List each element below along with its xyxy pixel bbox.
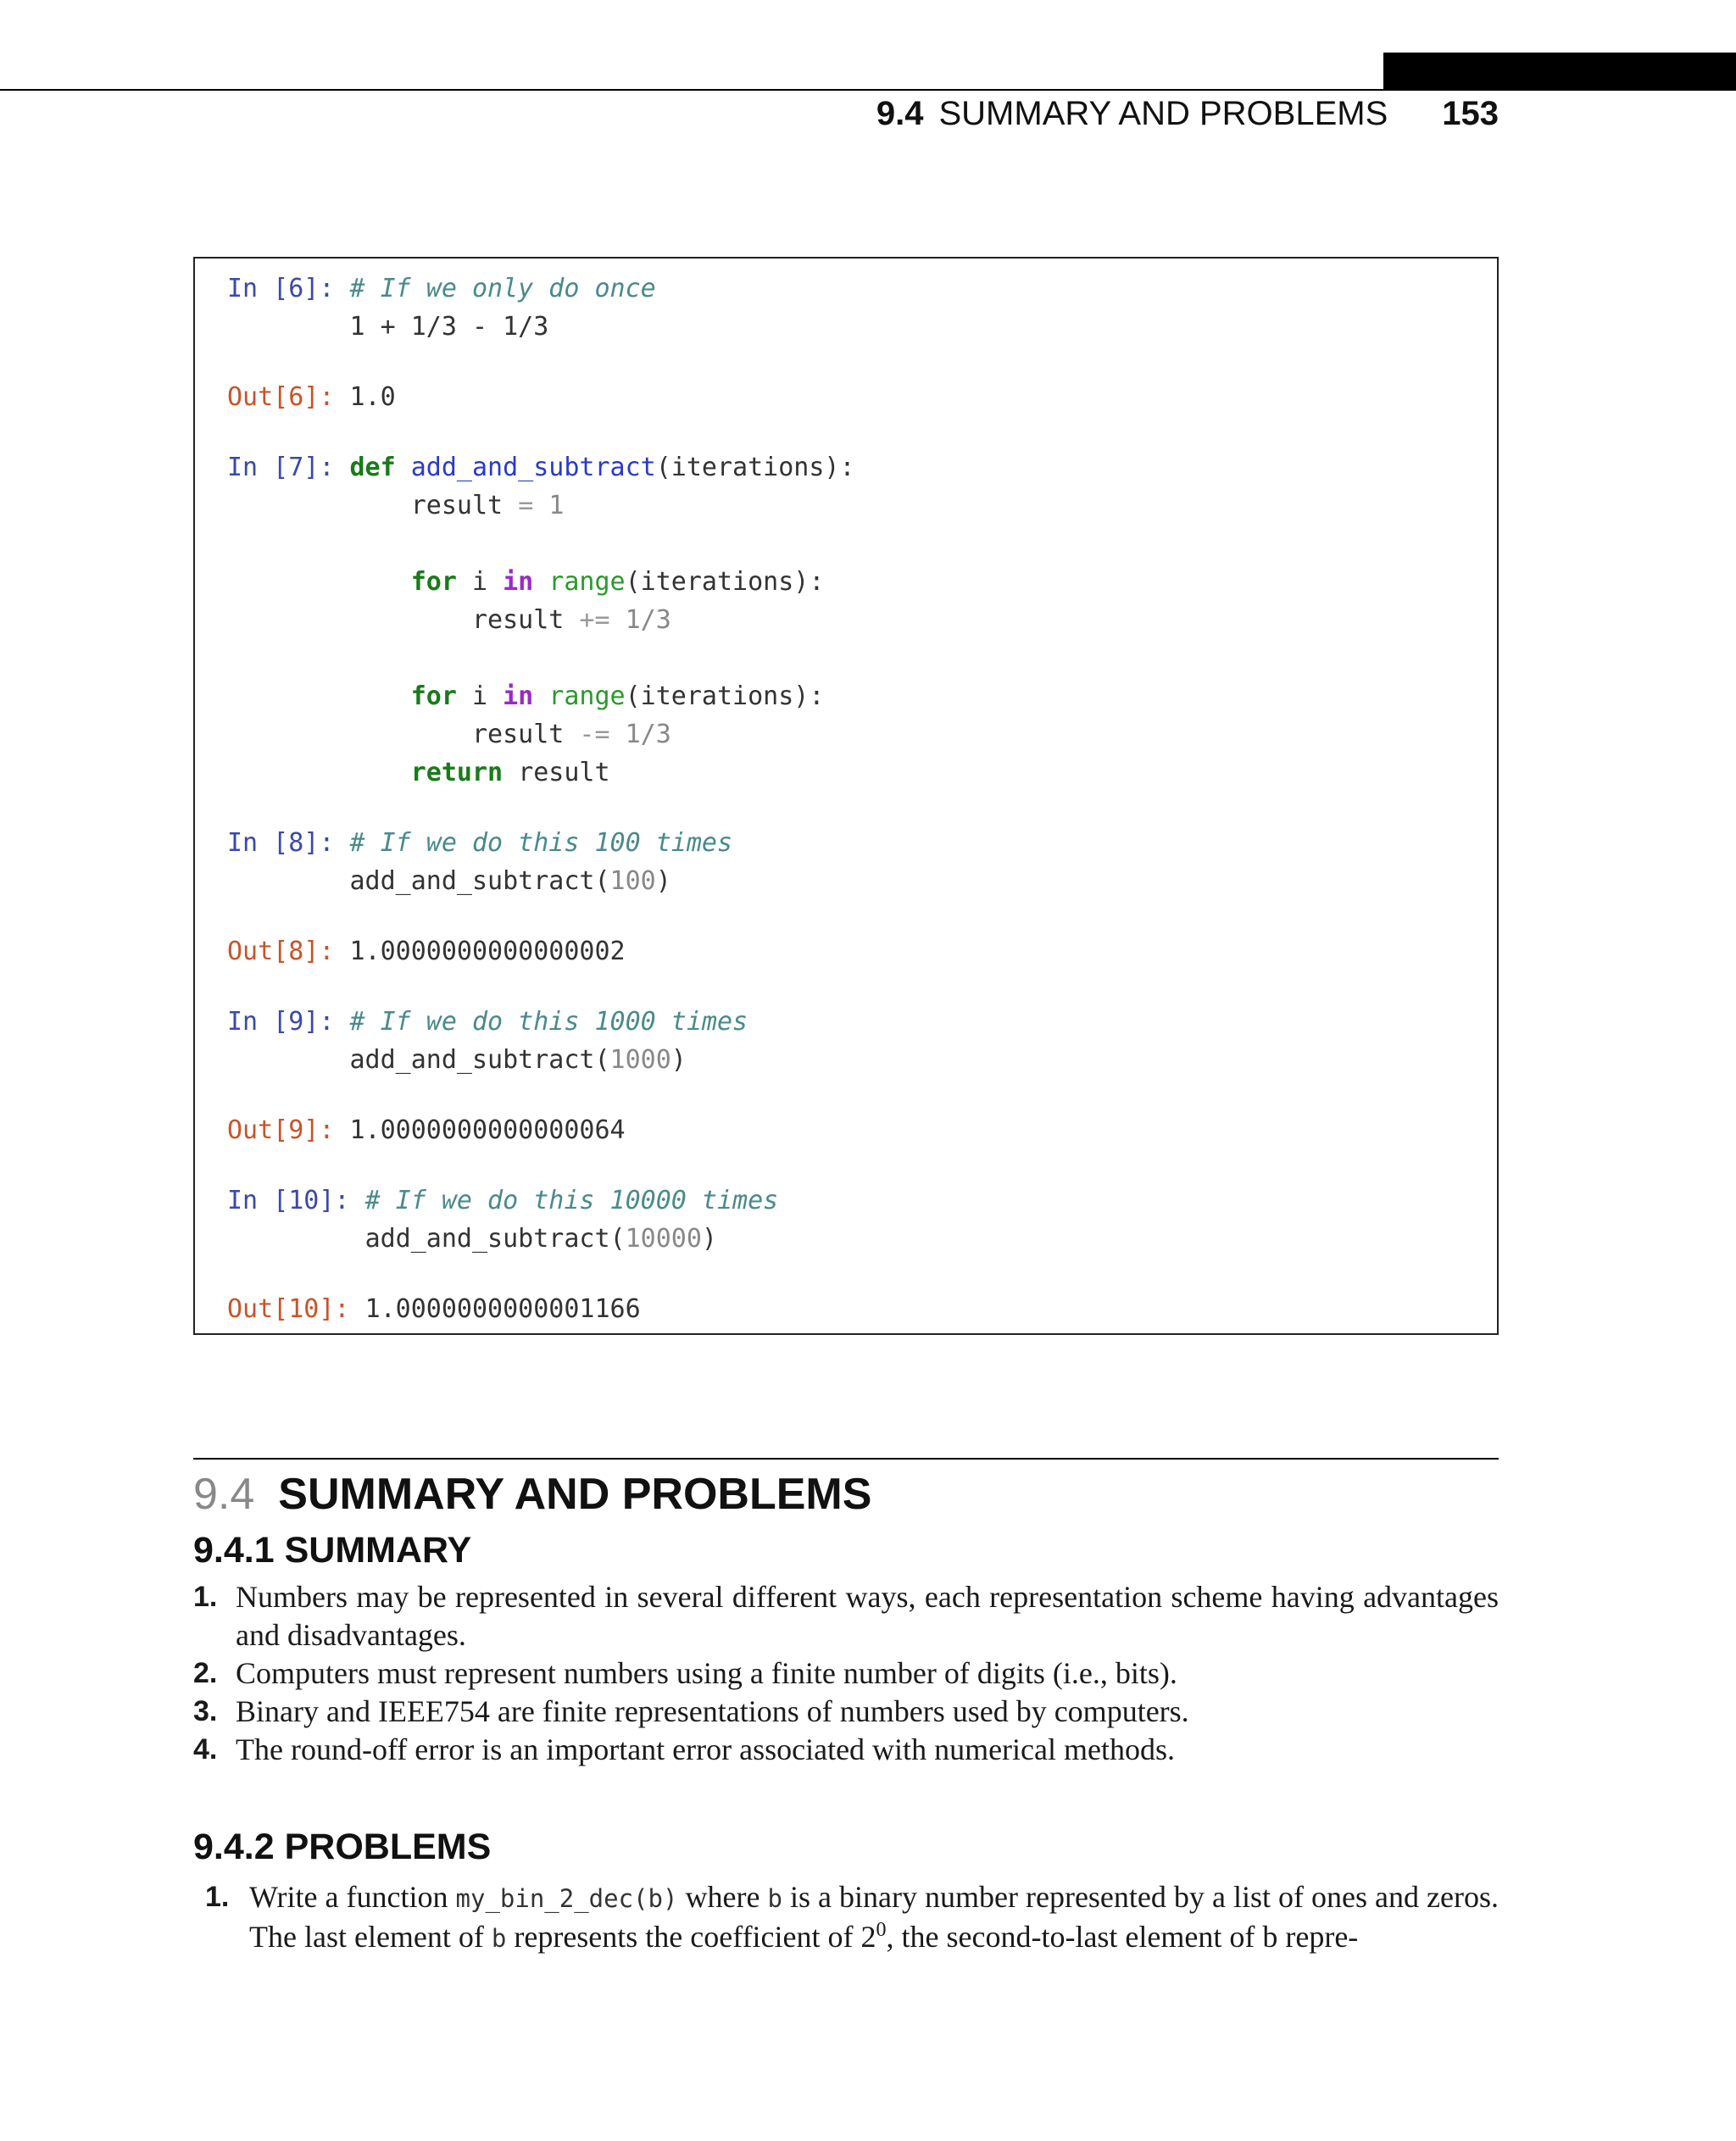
code-line	[227, 487, 564, 525]
summary-list	[193, 1578, 1499, 1769]
operator: -=	[579, 720, 610, 749]
output-value: 1.0000000000000064	[349, 1115, 626, 1145]
variable: i	[472, 567, 488, 597]
operator: =	[518, 491, 534, 520]
keyword-for: for	[410, 681, 457, 711]
code-line	[227, 563, 824, 601]
running-head	[876, 95, 1499, 142]
keyword-for: for	[410, 567, 457, 597]
problem-text: where	[677, 1880, 768, 1914]
code-line	[227, 601, 671, 639]
list-item-text: Numbers may be represented in several different ways, each representation scheme having advantages and disadvantages.	[236, 1580, 1499, 1652]
code-comment: # If we do this 1000 times	[349, 1007, 748, 1037]
code-line	[227, 1182, 778, 1220]
code-line	[227, 1111, 626, 1149]
keyword-return: return	[410, 758, 504, 787]
call-close: )	[701, 1224, 717, 1254]
code-line	[227, 1003, 748, 1041]
list-marker: 3.	[193, 1695, 218, 1727]
list-item	[193, 1693, 1499, 1731]
code-comment: # If we only do once	[349, 274, 656, 303]
page-number: 153	[1442, 95, 1499, 132]
number-literal: 100	[609, 866, 656, 896]
input-prompt: In [8]:	[227, 828, 335, 858]
superscript: 0	[876, 1919, 887, 1941]
list-item	[193, 1654, 1499, 1693]
function-call: add_and_subtract(	[364, 1224, 626, 1254]
output-prompt: Out[10]:	[227, 1294, 350, 1324]
section-rule	[193, 1458, 1499, 1460]
inline-code: my_bin_2_dec(b)	[455, 1884, 678, 1913]
code-line	[227, 378, 396, 416]
section-title: SUMMARY AND PROBLEMS	[278, 1470, 872, 1519]
list-item	[193, 1878, 1499, 1958]
list-item-text: Computers must represent numbers using a finite number of digits (i.e., bits).	[236, 1656, 1177, 1690]
range-args: (iterations):	[625, 567, 825, 597]
call-close: )	[655, 866, 671, 896]
variable: result	[410, 491, 504, 520]
list-marker: 4.	[193, 1733, 218, 1766]
code-line	[227, 270, 656, 308]
running-head-title: SUMMARY AND PROBLEMS	[938, 95, 1388, 132]
output-value: 1.0000000000000002	[349, 937, 626, 966]
function-name: add_and_subtract	[410, 453, 656, 482]
problems-heading: 9.4.2 PROBLEMS	[193, 1827, 492, 1867]
number-literal: 1/3	[625, 605, 671, 635]
code-line	[227, 448, 855, 487]
variable: i	[472, 681, 488, 711]
variable: result	[471, 720, 565, 749]
function-params: (iterations):	[655, 453, 855, 482]
input-prompt: In [6]:	[227, 274, 335, 303]
code-line	[227, 754, 610, 792]
header-bar	[1383, 53, 1736, 91]
number-literal: 1	[548, 491, 565, 520]
inline-code: b	[767, 1884, 782, 1913]
code-line	[227, 1220, 717, 1258]
keyword-in: in	[503, 681, 534, 711]
problem-text: Write a function	[249, 1880, 456, 1914]
running-head-section-number: 9.4	[876, 95, 924, 132]
list-marker: 1.	[193, 1581, 218, 1613]
output-prompt: Out[6]:	[227, 382, 335, 412]
code-line	[227, 824, 732, 862]
code-line	[227, 1290, 641, 1328]
code-line	[227, 862, 671, 900]
list-marker: 2.	[193, 1657, 218, 1689]
output-value: 1.0000000000001166	[364, 1294, 641, 1324]
list-item	[193, 1578, 1499, 1654]
number-literal: 10000	[625, 1224, 702, 1254]
code-comment: # If we do this 10000 times	[364, 1186, 779, 1215]
section-number: 9.4	[193, 1470, 255, 1519]
variable: result	[471, 605, 565, 635]
problem-text: , the second-to-last element of b repre-	[886, 1920, 1359, 1954]
list-item-text: Binary and IEEE754 are finite representations of numbers used by computers.	[236, 1694, 1189, 1728]
keyword-def: def	[349, 453, 396, 482]
function-call: add_and_subtract(	[349, 866, 610, 896]
variable: result	[518, 758, 610, 787]
output-value: 1.0	[349, 382, 396, 412]
section-heading	[193, 1469, 871, 1520]
builtin-range: range	[548, 681, 626, 711]
code-comment: # If we do this 100 times	[349, 828, 733, 858]
code-line	[227, 932, 626, 970]
keyword-in: in	[503, 567, 534, 597]
operator: +=	[579, 605, 610, 635]
problem-text: represents the coefficient of 2	[506, 1920, 876, 1954]
input-prompt: In [9]:	[227, 1007, 335, 1037]
output-prompt: Out[9]:	[227, 1115, 335, 1145]
call-close: )	[670, 1045, 687, 1075]
code-line	[227, 1041, 687, 1079]
inline-code: b	[491, 1924, 507, 1953]
input-prompt: In [10]:	[227, 1186, 350, 1215]
builtin-range: range	[548, 567, 626, 597]
list-item-text: The round-off error is an important error associated with numerical methods.	[236, 1732, 1175, 1766]
function-call: add_and_subtract(	[349, 1045, 610, 1075]
code-listing	[193, 257, 1499, 1335]
output-prompt: Out[8]:	[227, 937, 335, 966]
number-literal: 1000	[609, 1045, 671, 1075]
summary-heading: 9.4.1 SUMMARY	[193, 1530, 472, 1571]
list-marker: 1.	[205, 1881, 230, 1913]
code-line	[227, 677, 824, 715]
number-literal: 1/3	[625, 720, 671, 749]
problem-text: is a binary number represented by a list of ones and zeros. The last element of	[249, 1880, 1499, 1954]
header-rule	[0, 89, 1736, 91]
problems-list	[193, 1878, 1499, 1958]
list-item	[193, 1731, 1499, 1769]
code-line	[227, 715, 671, 754]
input-prompt: In [7]:	[227, 453, 335, 482]
range-args: (iterations):	[625, 681, 825, 711]
code-line	[227, 308, 548, 346]
code-expression: 1 + 1/3 - 1/3	[349, 312, 549, 342]
